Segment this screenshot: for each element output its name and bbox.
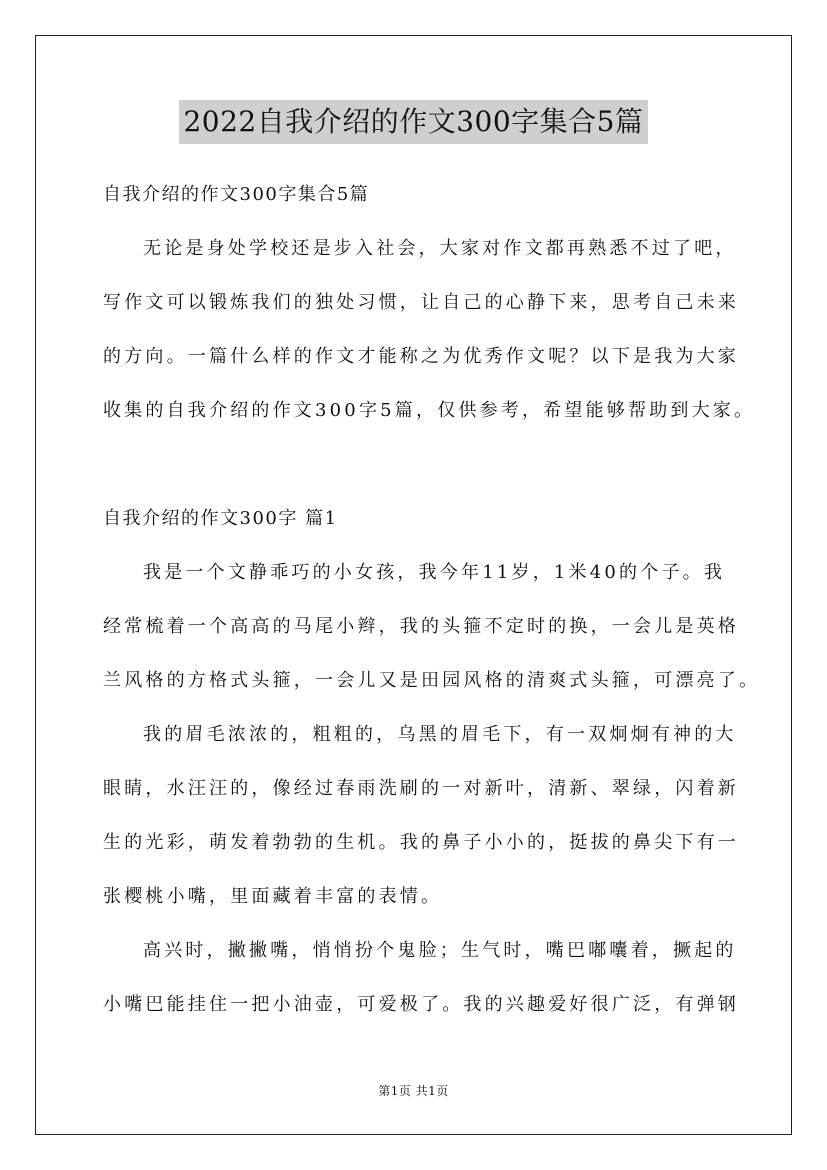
paragraph-line: 兰风格的方格式头箍，一会儿又是田园风格的清爽式头箍，可漂亮了。: [103, 670, 761, 691]
document-subtitle: 自我介绍的作文300字集合5篇: [103, 184, 370, 205]
paragraph-line: 经常梳着一个高高的马尾小辫，我的头箍不定时的换，一会儿是英格: [103, 616, 739, 637]
page-number-footer: 第1页 共1页: [378, 1084, 449, 1098]
intro-line: 无论是身处学校还是步入社会，大家对作文都再熟悉不过了吧，: [143, 238, 737, 259]
intro-line: 写作文可以锻炼我们的独处习惯，让自己的心静下来，思考自己未来: [103, 292, 739, 313]
document-title: 2022自我介绍的作文300字集合5篇: [179, 100, 647, 144]
paragraph-line: 张樱桃小嘴，里面藏着丰富的表情。: [103, 886, 443, 907]
intro-line: 收集的自我介绍的作文300字5篇，仅供参考，希望能够帮助到大家。: [103, 400, 756, 421]
paragraph-line: 生的光彩，萌发着勃勃的生机。我的鼻子小小的，挺拔的鼻尖下有一: [103, 832, 739, 853]
section-heading: 自我介绍的作文300字 篇1: [103, 508, 338, 529]
paragraph-line: 眼睛，水汪汪的，像经过春雨洗刷的一对新叶，清新、翠绿，闪着新: [103, 778, 739, 799]
paragraph-line: 小嘴巴能挂住一把小油壶，可爱极了。我的兴趣爱好很广泛，有弹钢: [103, 994, 739, 1015]
title-container: [0, 100, 827, 144]
paragraph-line: 我的眉毛浓浓的，粗粗的，乌黑的眉毛下，有一双炯炯有神的大: [143, 724, 737, 745]
paragraph-line: 高兴时，撇撇嘴，悄悄扮个鬼脸；生气时，嘴巴嘟囔着，撅起的: [143, 940, 737, 961]
intro-line: 的方向。一篇什么样的作文才能称之为优秀作文呢？以下是我为大家: [103, 346, 739, 367]
paragraph-line: 我是一个文静乖巧的小女孩，我今年11岁，1米40的个子。我: [143, 562, 726, 583]
